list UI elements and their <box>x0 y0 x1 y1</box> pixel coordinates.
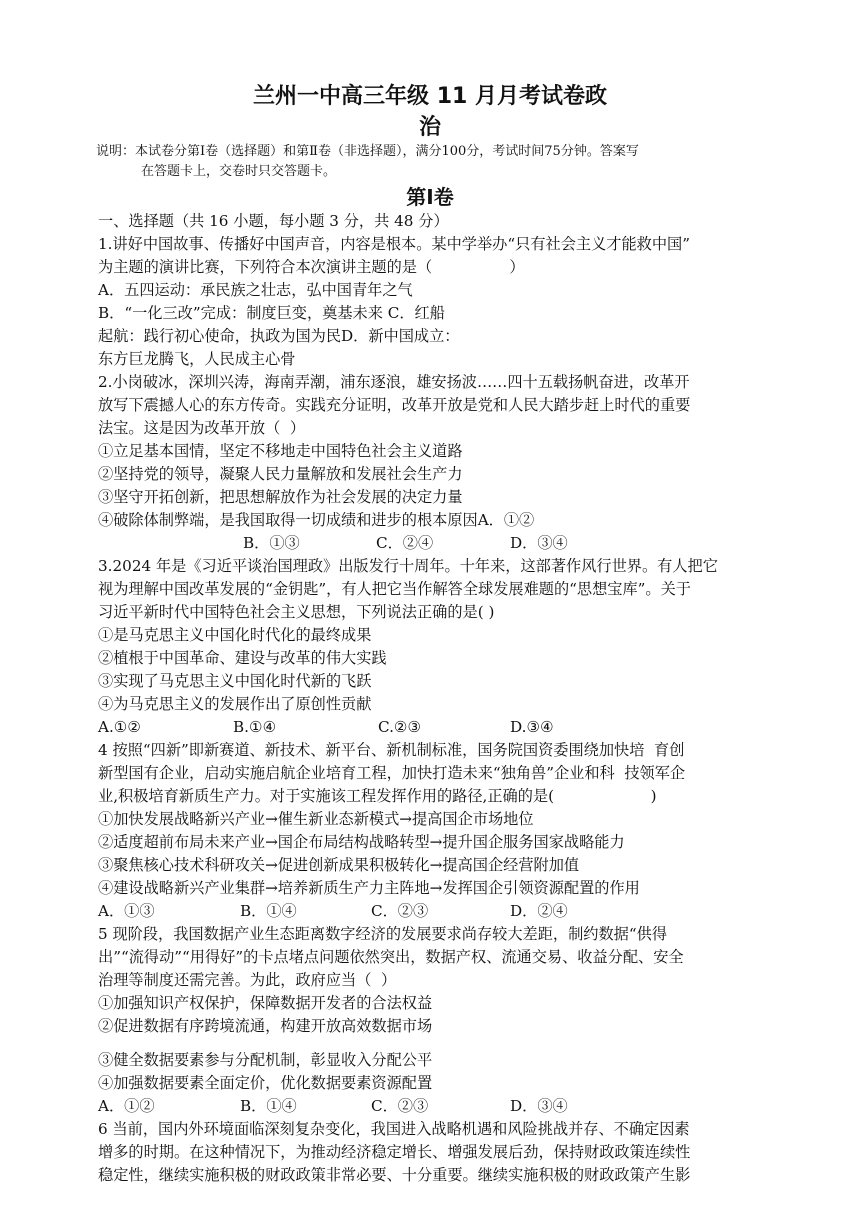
question-line: 新型国有企业，启动实施启航企业培育工程，加快打造未来“独角兽”企业和科 技领军企 <box>98 764 686 782</box>
question-line: 东方巨龙腾飞，人民成主心骨 <box>98 350 296 368</box>
question-line: ②促进数据有序跨境流通，构建开放高效数据市场 <box>98 1017 433 1035</box>
question-line: 视为理解中国改革发展的“金钥匙”，有人把它当作解答全球发展难题的“思想宝库”。关于 <box>98 580 691 598</box>
question-line: ④加强数据要素全面定价，优化数据要素资源配置 <box>98 1074 433 1092</box>
option-d: D．②④ <box>510 902 568 920</box>
question-line: 出”“流得动”“用得好”的卡点堵点问题依然突出，数据产权、流通交易、收益分配、安全 <box>98 948 684 966</box>
instructions-line-2: 在答题卡上，交卷时只交答题卡。 <box>141 164 337 179</box>
question-line: ③聚焦核心技术科研攻关→促进创新成果积极转化→提高国企经营附加值 <box>98 856 580 874</box>
question-line: 为主题的演讲比赛，下列符合本次演讲主题的是（ ） <box>98 258 525 276</box>
question-line: 增多的时期。在这种情况下，为推动经济稳定增长、增强发展后劲，保持财政政策连续性 <box>98 1143 691 1161</box>
option-b: B．①④ <box>240 1097 297 1115</box>
instructions-line-1: 说明：本试卷分第Ⅰ卷（选择题）和第Ⅱ卷（非选择题），满分100分，考试时间75分钟。答案写 <box>96 144 639 159</box>
exam-instructions <box>96 142 776 182</box>
question-line: 业,积极培育新质生产力。对于实施该工程发挥作用的路径,正确的是( ) <box>98 787 657 805</box>
exam-title-line1: 兰州一中高三年级 11 月月考试卷政 <box>253 84 607 109</box>
option-c: C．②④ <box>376 534 434 552</box>
question-line: ①加快发展战略新兴产业→催生新业态新模式→提高国企市场地位 <box>98 810 534 828</box>
option-d: D．③④ <box>510 1097 568 1115</box>
question-line: 1.讲好中国故事、传播好中国声音，内容是根本。某中学举办“只有社会主义才能救中国” <box>98 235 690 253</box>
question-line: 6 当前，国内外环境面临深刻复杂变化，我国进入战略机遇和风险挑战并存、不确定因素 <box>98 1120 690 1138</box>
question-line: 习近平新时代中国特色社会主义思想，下列说法正确的是( ) <box>98 603 495 621</box>
q2-options <box>98 532 778 554</box>
option-d: D.③④ <box>510 718 554 736</box>
option-b: B．①④ <box>240 902 297 920</box>
question-line: 5 现阶段，我国数据产业生态距离数字经济的发展要求尚存较大差距，制约数据“供得 <box>98 925 668 943</box>
option-b: B.①④ <box>233 718 277 736</box>
question-line: ②适度超前布局未来产业→国企布局结构战略转型→提升国企服务国家战略能力 <box>98 833 625 851</box>
question-line: ④破除体制弊端，是我国取得一切成绩和进步的根本原因A．①② <box>98 511 535 529</box>
question-line: 治理等制度还需完善。为此，政府应当（ ） <box>98 971 397 989</box>
option-a: A．①③ <box>98 902 155 920</box>
question-line: ①加强知识产权保护，保障数据开发者的合法权益 <box>98 994 433 1012</box>
question-line: ①立足基本国情，坚定不移地走中国特色社会主义道路 <box>98 442 463 460</box>
question-line: 2.小岗破冰，深圳兴涛，海南弄潮，浦东逐浪，雄安扬波……四十五载扬帆奋进，改革开 <box>98 373 690 391</box>
option-c: C.②③ <box>378 718 422 736</box>
option-a: A.①② <box>98 718 142 736</box>
option-d: D．③④ <box>510 534 568 552</box>
section-title: 第Ⅰ卷 <box>406 185 454 209</box>
question-line: ④为马克思主义的发展作出了原创性贡献 <box>98 695 372 713</box>
question-line: 稳定性，继续实施积极的财政政策非常必要、十分重要。继续实施积极的财政政策产生影 <box>98 1166 691 1184</box>
question-line: ③实现了马克思主义中国化时代新的飞跃 <box>98 672 372 690</box>
option-c: C．②③ <box>371 902 429 920</box>
question-line: ③健全数据要素参与分配机制，彰显收入分配公平 <box>98 1051 433 1069</box>
option-a: A．①② <box>98 1097 155 1115</box>
question-line: 4 按照“四新”即新赛道、新技术、新平台、新机制标准，国务院国资委围绕加快培 育创 <box>98 741 685 759</box>
question-line: ①是马克思主义中国化时代化的最终成果 <box>98 626 372 644</box>
question-line: 3.2024 年是《习近平谈治国理政》出版发行十周年。十年来，这部著作风行世界。有人把它 <box>98 557 718 575</box>
exam-title-line2: 治 <box>418 115 441 140</box>
question-line: ③坚守开拓创新，把思想解放作为社会发展的决定力量 <box>98 488 463 506</box>
question-line: B．“一化三改”完成：制度巨变，奠基未来 C．红船 <box>98 304 445 322</box>
option-b: B．①③ <box>243 534 300 552</box>
part-heading: 一、选择题（共 16 小题，每小题 3 分，共 48 分） <box>98 212 449 230</box>
question-line: A．五四运动：承民族之壮志，弘中国青年之气 <box>98 281 413 299</box>
question-line: ②植根于中国革命、建设与改革的伟大实践 <box>98 649 387 667</box>
q4-options <box>98 900 778 922</box>
question-line: ④建设战略新兴产业集群→培养新质生产力主阵地→发挥国企引领资源配置的作用 <box>98 879 640 897</box>
question-line: ②坚持党的领导，凝聚人民力量解放和发展社会生产力 <box>98 465 463 483</box>
q5-options <box>98 1095 778 1117</box>
question-line: 法宝。这是因为改革开放（ ） <box>98 419 306 437</box>
option-c: C．②③ <box>371 1097 429 1115</box>
question-line: 放写下震撼人心的东方传奇。实践充分证明，改革开放是党和人民大踏步赶上时代的重要 <box>98 396 691 414</box>
question-line: 起航：践行初心使命，执政为国为民D．新中国成立： <box>98 327 460 345</box>
q3-options <box>98 716 778 738</box>
